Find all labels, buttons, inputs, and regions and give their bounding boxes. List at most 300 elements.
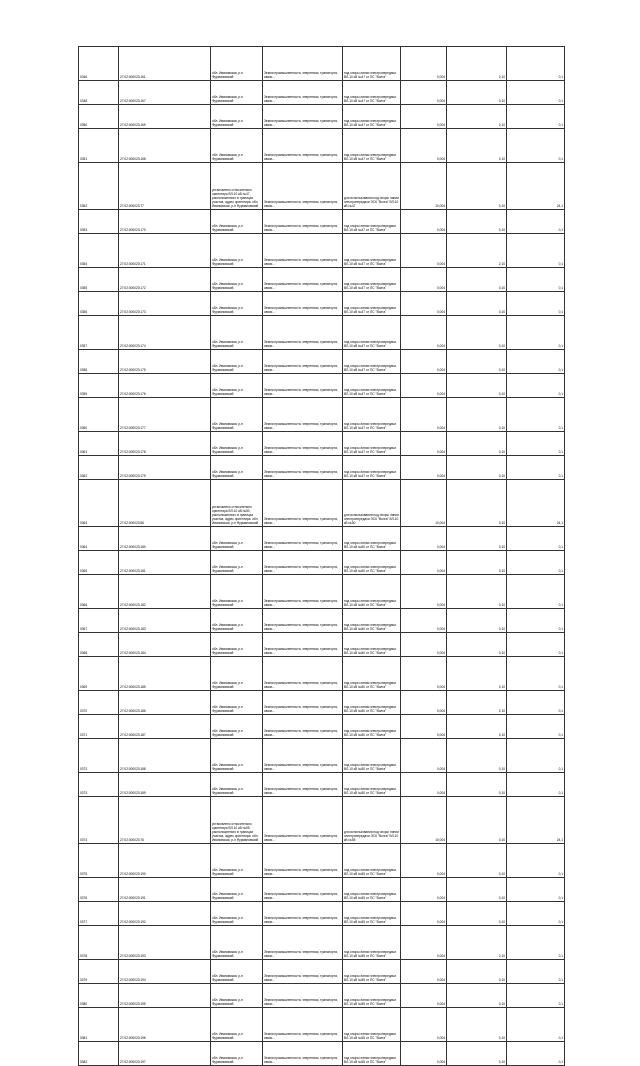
cell-value-c: 0,1: [507, 292, 565, 316]
cell-row-number: 0376: [79, 878, 119, 902]
cell-permitted-use: под опоры линии электропередачи ВЛ-10 кВ №55 от ПС "Волга": [343, 844, 401, 878]
cell-cadastral-number: 27:02:000023:167: [119, 81, 211, 105]
table-row: [79, 878, 565, 902]
cell-permitted-use: под опоры линии электропередачи ВЛ-10 кВ №50 от ПС "Волга": [343, 773, 401, 797]
table-row: [79, 292, 565, 316]
table-row: [79, 350, 565, 374]
cell-address: обл. Ивановская, р-н Фурмановский: [211, 374, 263, 398]
cell-permitted-use: под опоры линии электропередачи ВЛ-10 кВ №50 от ПС "Волга": [343, 551, 401, 575]
cell-value-c: 0,1: [507, 234, 565, 268]
cell-row-number: 0375: [79, 844, 119, 878]
cell-land-category: Земли промышленности, энергетики, транспорта, связи…: [263, 1042, 343, 1066]
cell-land-category: Земли промышленности, энергетики, транспорта, связи…: [263, 47, 343, 81]
cell-cadastral-number: 27:02:000023:186: [119, 691, 211, 715]
table-row: [79, 268, 565, 292]
cell-land-category: Земли промышленности, энергетики, транспорта, связи…: [263, 797, 343, 844]
table-row: [79, 575, 565, 609]
cell-value-b: 0,10: [447, 210, 507, 234]
cell-permitted-use: под опоры линии электропередачи ВЛ-10 кВ №55 от ПС "Волга": [343, 1008, 401, 1042]
cell-value-b: 2,10: [447, 47, 507, 81]
cell-value-c: 0,1: [507, 657, 565, 691]
cell-value-c: 24,1: [507, 797, 565, 844]
cell-address: обл. Ивановская, р-н Фурмановский: [211, 633, 263, 657]
cell-value-c: 0,1: [507, 527, 565, 551]
cell-land-category: Земли промышленности, энергетики, транспорта, связи…: [263, 773, 343, 797]
cell-cadastral-number: 27:02:000023:169: [119, 105, 211, 129]
cell-row-number: 0357: [79, 316, 119, 350]
cell-permitted-use: под опоры линии электропередачи ВЛ-10 кВ №55 от ПС "Волга": [343, 984, 401, 1008]
cell-row-number: 0381: [79, 1008, 119, 1042]
cell-row-number: 0360: [79, 398, 119, 432]
register-table: [78, 46, 565, 1066]
cell-value-c: 0,1: [507, 926, 565, 960]
table-row: [79, 797, 565, 844]
cell-row-number: 0362: [79, 456, 119, 480]
cell-land-category: Земли промышленности, энергетики, транспорта, связи…: [263, 398, 343, 432]
table-row: [79, 1008, 565, 1042]
cell-permitted-use: под опоры линии электропередачи ВЛ-10 кВ №47 от ПС "Волга": [343, 432, 401, 456]
cell-permitted-use: под опоры линии электропередачи ВЛ-10 кВ №47 от ПС "Волга": [343, 81, 401, 105]
cell-value-c: 0,1: [507, 902, 565, 926]
cell-address: обл. Ивановская, р-н Фурмановский: [211, 292, 263, 316]
cell-value-c: 0,1: [507, 844, 565, 878]
cell-land-category: Земли промышленности, энергетики, транспорта, связи…: [263, 210, 343, 234]
cell-area: 0,004: [401, 456, 447, 480]
cell-value-c: 0,1: [507, 878, 565, 902]
table-row: [79, 316, 565, 350]
cell-area: 0,004: [401, 926, 447, 960]
cell-value-c: 0,1: [507, 350, 565, 374]
cell-area: 10,004: [401, 163, 447, 210]
cell-value-c: 0,1: [507, 551, 565, 575]
cell-value-c: 0,1: [507, 715, 565, 739]
cell-area: 0,004: [401, 47, 447, 81]
cell-land-category: Земли промышленности, энергетики, транспорта, связи…: [263, 292, 343, 316]
cell-permitted-use: под опоры линии электропередачи ВЛ-10 кВ №47 от ПС "Волга": [343, 374, 401, 398]
cell-land-category: Земли промышленности, энергетики, транспорта, связи…: [263, 609, 343, 633]
cell-cadastral-number: 27:02:000023:188: [119, 739, 211, 773]
cell-address: обл. Ивановская, р-н Фурмановский: [211, 844, 263, 878]
cell-cadastral-number: 27:02:000023:171: [119, 234, 211, 268]
cell-row-number: 0350: [79, 105, 119, 129]
cell-value-b: 0,10: [447, 480, 507, 527]
cell-land-category: Земли промышленности, энергетики, транспорта, связи…: [263, 374, 343, 398]
cell-permitted-use: под опоры линии электропередачи ВЛ-10 кВ №50 от ПС "Волга": [343, 657, 401, 691]
cell-row-number: 0365: [79, 551, 119, 575]
cell-land-category: Земли промышленности, энергетики, транспорта, связи…: [263, 268, 343, 292]
table-row: [79, 81, 565, 105]
cell-cadastral-number: 27:02:000023:76: [119, 797, 211, 844]
cell-value-b: 0,10: [447, 316, 507, 350]
cell-address: обл. Ивановская, р-н Фурмановский: [211, 715, 263, 739]
cell-value-c: 0,1: [507, 984, 565, 1008]
cell-value-b: 0,10: [447, 984, 507, 1008]
cell-area: 0,004: [401, 350, 447, 374]
cell-permitted-use: под опоры линии электропередачи ВЛ-10 кВ №50 от ПС "Волга": [343, 527, 401, 551]
cell-cadastral-number: 27:02:000023:189: [119, 773, 211, 797]
cell-cadastral-number: 27:02:000023:173: [119, 292, 211, 316]
cell-land-category: Земли промышленности, энергетики, транспорта, связи…: [263, 739, 343, 773]
cell-value-c: 0,1: [507, 81, 565, 105]
cell-permitted-use: под опоры линии электропередачи ВЛ-10 кВ №47 от ПС "Волга": [343, 47, 401, 81]
cell-address: обл. Ивановская, р-н Фурмановский: [211, 432, 263, 456]
cell-address: обл. Ивановская, р-н Фурмановский: [211, 902, 263, 926]
table-row: [79, 527, 565, 551]
cell-land-category: Земли промышленности, энергетики, транспорта, связи…: [263, 129, 343, 163]
cell-value-b: 0,10: [447, 268, 507, 292]
cell-cadastral-number: 27:02:000023:168: [119, 129, 211, 163]
cell-row-number: 0355: [79, 268, 119, 292]
cell-cadastral-number: 27:02:000023:193: [119, 926, 211, 960]
cell-land-category: Земли промышленности, энергетики, транспорта, связи…: [263, 1008, 343, 1042]
cell-land-category: Земли промышленности, энергетики, транспорта, связи…: [263, 527, 343, 551]
cell-row-number: 0358: [79, 350, 119, 374]
table-row: [79, 609, 565, 633]
cell-value-c: 0,1: [507, 129, 565, 163]
cell-area: 0,004: [401, 1008, 447, 1042]
cell-address: обл. Ивановская, р-н Фурмановский: [211, 1008, 263, 1042]
cell-value-c: 0,1: [507, 1008, 565, 1042]
cell-row-number: 0359: [79, 374, 119, 398]
cell-land-category: Земли промышленности, энергетики, транспорта, связи…: [263, 81, 343, 105]
cell-row-number: 0348: [79, 81, 119, 105]
cell-permitted-use: для использования под опоры линии электропередачи ЭСК "Волга" ВЛ-10 кВ №50: [343, 480, 401, 527]
cell-address: обл. Ивановская, р-н Фурмановский: [211, 210, 263, 234]
cell-area: 0,004: [401, 1042, 447, 1066]
cell-cadastral-number: 27:02:000023:184: [119, 633, 211, 657]
table-row: [79, 657, 565, 691]
cell-permitted-use: под опоры линии электропередачи ВЛ-10 кВ №50 от ПС "Волга": [343, 739, 401, 773]
cell-address: обл. Ивановская, р-н Фурмановский: [211, 926, 263, 960]
cell-area: 10,004: [401, 797, 447, 844]
cell-value-c: 0,1: [507, 456, 565, 480]
cell-area: 0,004: [401, 316, 447, 350]
cell-value-c: 0,1: [507, 47, 565, 81]
cell-area: 0,004: [401, 844, 447, 878]
cell-value-b: 0,10: [447, 81, 507, 105]
table-row: [79, 398, 565, 432]
cell-permitted-use: под опоры линии электропередачи ВЛ-10 кВ №47 от ПС "Волга": [343, 268, 401, 292]
cell-permitted-use: под опоры линии электропередачи ВЛ-10 кВ №55 от ПС "Волга": [343, 1042, 401, 1066]
cell-cadastral-number: 27:02:000023:187: [119, 715, 211, 739]
cell-value-c: 0,1: [507, 691, 565, 715]
cell-value-b: 0,10: [447, 374, 507, 398]
cell-value-b: 0,10: [447, 739, 507, 773]
cell-address: обл. Ивановская, р-н Фурмановский: [211, 129, 263, 163]
cell-cadastral-number: 27:02:000023:181: [119, 551, 211, 575]
cell-value-c: 0,1: [507, 105, 565, 129]
cell-row-number: 0366: [79, 575, 119, 609]
cell-value-b: 0,10: [447, 715, 507, 739]
table-row: [79, 374, 565, 398]
cell-address: обл. Ивановская, р-н Фурмановский: [211, 234, 263, 268]
cell-value-b: 0,10: [447, 292, 507, 316]
cell-area: 0,004: [401, 210, 447, 234]
cell-address: обл. Ивановская, р-н Фурмановский: [211, 739, 263, 773]
cell-cadastral-number: 27:02:000023:172: [119, 268, 211, 292]
cell-value-b: 0,10: [447, 773, 507, 797]
cell-row-number: 0346: [79, 47, 119, 81]
cell-value-b: 0,10: [447, 960, 507, 984]
cell-value-b: 0,10: [447, 844, 507, 878]
cell-row-number: 0372: [79, 739, 119, 773]
cell-land-category: Земли промышленности, энергетики, транспорта, связи…: [263, 691, 343, 715]
cell-row-number: 0354: [79, 234, 119, 268]
cell-land-category: Земли промышленности, энергетики, транспорта, связи…: [263, 575, 343, 609]
cell-permitted-use: для использования под опоры линии электропередачи ЭСК "Волга" ВЛ-10 кВ №55: [343, 797, 401, 844]
cell-area: 0,004: [401, 609, 447, 633]
cell-permitted-use: под опоры линии электропередачи ВЛ-10 кВ №50 от ПС "Волга": [343, 715, 401, 739]
cell-row-number: 0378: [79, 926, 119, 960]
cell-row-number: 0361: [79, 432, 119, 456]
cell-cadastral-number: 27:02:000023:179: [119, 456, 211, 480]
cell-permitted-use: под опоры линии электропередачи ВЛ-10 кВ №50 от ПС "Волга": [343, 691, 401, 715]
cell-row-number: 0379: [79, 960, 119, 984]
cell-row-number: 0370: [79, 691, 119, 715]
cell-value-b: 0,10: [447, 432, 507, 456]
cell-value-b: 0,10: [447, 878, 507, 902]
cell-address: обл. Ивановская, р-н Фурмановский: [211, 398, 263, 432]
cell-area: 0,004: [401, 657, 447, 691]
cell-value-c: 24,1: [507, 163, 565, 210]
cell-land-category: Земли промышленности, энергетики, транспорта, связи…: [263, 657, 343, 691]
cell-value-c: 0,1: [507, 960, 565, 984]
cell-area: 0,004: [401, 739, 447, 773]
cell-address: обл. Ивановская, р-н Фурмановский: [211, 47, 263, 81]
cell-value-c: 0,1: [507, 210, 565, 234]
cell-permitted-use: под опоры линии электропередачи ВЛ-10 кВ №55 от ПС "Волга": [343, 960, 401, 984]
cell-value-b: 0,10: [447, 575, 507, 609]
cell-land-category: Земли промышленности, энергетики, транспорта, связи…: [263, 456, 343, 480]
cell-area: 0,004: [401, 878, 447, 902]
cell-address: обл. Ивановская, р-н Фурмановский: [211, 984, 263, 1008]
cell-address: обл. Ивановская, р-н Фурмановский: [211, 350, 263, 374]
cell-address: обл. Ивановская, р-н Фурмановский: [211, 609, 263, 633]
cell-cadastral-number: 27:02:000023:180: [119, 527, 211, 551]
table-row: [79, 432, 565, 456]
cell-permitted-use: под опоры линии электропередачи ВЛ-10 кВ №47 от ПС "Волга": [343, 316, 401, 350]
cell-land-category: Земли промышленности, энергетики, транспорта, связи…: [263, 926, 343, 960]
cell-row-number: 0353: [79, 210, 119, 234]
table-row: [79, 739, 565, 773]
table-row: [79, 926, 565, 960]
cell-area: 0,004: [401, 432, 447, 456]
cell-value-c: 0,1: [507, 374, 565, 398]
cell-land-category: Земли промышленности, энергетики, транспорта, связи…: [263, 902, 343, 926]
cell-area: 0,004: [401, 551, 447, 575]
cell-row-number: 0351: [79, 129, 119, 163]
cell-row-number: 0382: [79, 1042, 119, 1066]
cell-value-b: 2,10: [447, 105, 507, 129]
cell-area: 0,004: [401, 81, 447, 105]
cell-value-b: 0,10: [447, 163, 507, 210]
cell-land-category: Земли промышленности, энергетики, транспорта, связи…: [263, 163, 343, 210]
cell-area: 0,004: [401, 374, 447, 398]
cell-land-category: Земли промышленности, энергетики, транспорта, связи…: [263, 844, 343, 878]
cell-address: обл. Ивановская, р-н Фурмановский: [211, 960, 263, 984]
cell-value-c: 24,1: [507, 480, 565, 527]
cell-row-number: 0377: [79, 902, 119, 926]
cell-address: установлено относительно ориентира ВЛ-10 кВ №47, расположенного в границах участка, адрес ориентира: обл. Ивановская, р-н Фурмановский: [211, 163, 263, 210]
cell-area: 0,004: [401, 292, 447, 316]
cell-value-b: 0,10: [447, 398, 507, 432]
cell-address: обл. Ивановская, р-н Фурмановский: [211, 657, 263, 691]
cell-area: 0,004: [401, 691, 447, 715]
cell-row-number: 0352: [79, 163, 119, 210]
cell-address: обл. Ивановская, р-н Фурмановский: [211, 575, 263, 609]
cell-permitted-use: под опоры линии электропередачи ВЛ-10 кВ №47 от ПС "Волга": [343, 234, 401, 268]
cell-row-number: 0364: [79, 527, 119, 551]
cell-cadastral-number: 27:02:000023:175: [119, 350, 211, 374]
table-row: [79, 210, 565, 234]
cell-area: 0,004: [401, 105, 447, 129]
cell-land-category: Земли промышленности, энергетики, транспорта, связи…: [263, 551, 343, 575]
cell-address: установлено относительно ориентира ВЛ-10 кВ №50, расположенного в границах участка, адрес ориентира: обл. Ивановская, р-н Фурмановский: [211, 480, 263, 527]
cell-cadastral-number: 27:02:000023:177: [119, 398, 211, 432]
cell-row-number: 0374: [79, 797, 119, 844]
cell-cadastral-number: 27:02:000023:192: [119, 902, 211, 926]
cell-cadastral-number: 27:02:000023:170: [119, 210, 211, 234]
table-row: [79, 480, 565, 527]
cell-land-category: Земли промышленности, энергетики, транспорта, связи…: [263, 105, 343, 129]
cell-permitted-use: под опоры линии электропередачи ВЛ-10 кВ №55 от ПС "Волга": [343, 902, 401, 926]
cell-land-category: Земли промышленности, энергетики, транспорта, связи…: [263, 984, 343, 1008]
table-row: [79, 902, 565, 926]
cell-address: обл. Ивановская, р-н Фурмановский: [211, 551, 263, 575]
cell-value-b: 2,10: [447, 691, 507, 715]
cell-land-category: Земли промышленности, энергетики, транспорта, связи…: [263, 432, 343, 456]
cell-address: обл. Ивановская, р-н Фурмановский: [211, 316, 263, 350]
cell-value-b: 0,10: [447, 609, 507, 633]
cell-row-number: 0367: [79, 609, 119, 633]
cell-land-category: Земли промышленности, энергетики, транспорта, связи…: [263, 234, 343, 268]
table-row: [79, 715, 565, 739]
cell-land-category: Земли промышленности, энергетики, транспорта, связи…: [263, 633, 343, 657]
cell-value-b: 2,10: [447, 234, 507, 268]
cell-value-c: 0,1: [507, 268, 565, 292]
cell-area: 0,004: [401, 960, 447, 984]
cell-value-b: 0,10: [447, 129, 507, 163]
cell-value-b: 0,10: [447, 551, 507, 575]
cell-row-number: 0356: [79, 292, 119, 316]
cell-value-c: 0,1: [507, 1042, 565, 1066]
cell-permitted-use: под опоры линии электропередачи ВЛ-10 кВ №47 от ПС "Волга": [343, 398, 401, 432]
cell-cadastral-number: 27:02:000023:56: [119, 480, 211, 527]
cell-land-category: Земли промышленности, энергетики, транспорта, связи…: [263, 350, 343, 374]
cell-permitted-use: под опоры линии электропередачи ВЛ-10 кВ №47 от ПС "Волга": [343, 105, 401, 129]
cell-cadastral-number: 27:02:000023:191: [119, 878, 211, 902]
cell-value-b: 0,10: [447, 527, 507, 551]
cell-permitted-use: под опоры линии электропередачи ВЛ-10 кВ №55 от ПС "Волга": [343, 926, 401, 960]
cell-area: 0,004: [401, 984, 447, 1008]
cell-area: 0,004: [401, 773, 447, 797]
cell-cadastral-number: 27:02:000023:161: [119, 47, 211, 81]
cell-value-c: 0,1: [507, 398, 565, 432]
table-row: [79, 47, 565, 81]
cell-address: установлено относительно ориентира ВЛ-10 кВ №55, расположенного в границах участка, адрес ориентира: обл. Ивановская, р-н Фурмановский: [211, 797, 263, 844]
cell-permitted-use: под опоры линии электропередачи ВЛ-10 кВ №47 от ПС "Волга": [343, 210, 401, 234]
cell-area: 0,004: [401, 575, 447, 609]
table-row: [79, 844, 565, 878]
cell-address: обл. Ивановская, р-н Фурмановский: [211, 527, 263, 551]
cell-value-b: 2,10: [447, 926, 507, 960]
table-row: [79, 773, 565, 797]
table-row: [79, 633, 565, 657]
cell-cadastral-number: 27:02:000023:190: [119, 844, 211, 878]
cell-land-category: Земли промышленности, энергетики, транспорта, связи…: [263, 878, 343, 902]
cell-permitted-use: под опоры линии электропередачи ВЛ-10 кВ №50 от ПС "Волга": [343, 609, 401, 633]
cell-row-number: 0373: [79, 773, 119, 797]
table-row: [79, 129, 565, 163]
cell-land-category: Земли промышленности, энергетики, транспорта, связи…: [263, 480, 343, 527]
cell-permitted-use: под опоры линии электропередачи ВЛ-10 кВ №47 от ПС "Волга": [343, 129, 401, 163]
table-row: [79, 1042, 565, 1066]
cell-area: 0,004: [401, 129, 447, 163]
cell-value-b: 0,10: [447, 657, 507, 691]
table-row: [79, 105, 565, 129]
cell-cadastral-number: 27:02:000023:174: [119, 316, 211, 350]
cell-cadastral-number: 27:02:000023:195: [119, 984, 211, 1008]
cell-permitted-use: для использования под опоры линии электропередачи ЭСК "Волга" ВЛ-10 кВ №47: [343, 163, 401, 210]
cell-value-b: 0,10: [447, 797, 507, 844]
cell-address: обл. Ивановская, р-н Фурмановский: [211, 456, 263, 480]
cell-cadastral-number: 27:02:000023:194: [119, 960, 211, 984]
register-table-sheet: [78, 46, 564, 1066]
cell-area: 0,004: [401, 527, 447, 551]
cell-cadastral-number: 27:02:000023:176: [119, 374, 211, 398]
cell-address: обл. Ивановская, р-н Фурмановский: [211, 268, 263, 292]
table-row: [79, 456, 565, 480]
cell-value-c: 0,1: [507, 739, 565, 773]
cell-value-b: 0,10: [447, 456, 507, 480]
cell-value-c: 0,1: [507, 316, 565, 350]
table-row: [79, 960, 565, 984]
cell-value-b: 0,10: [447, 350, 507, 374]
cell-area: 0,004: [401, 268, 447, 292]
cell-area: 0,004: [401, 715, 447, 739]
table-row: [79, 691, 565, 715]
cell-permitted-use: под опоры линии электропередачи ВЛ-10 кВ №47 от ПС "Волга": [343, 292, 401, 316]
cell-area: 0,004: [401, 633, 447, 657]
cell-area: 0,004: [401, 902, 447, 926]
cell-permitted-use: под опоры линии электропередачи ВЛ-10 кВ №55 от ПС "Волга": [343, 878, 401, 902]
cell-area: 0,004: [401, 398, 447, 432]
table-row: [79, 551, 565, 575]
cell-row-number: 0371: [79, 715, 119, 739]
cell-value-c: 0,1: [507, 432, 565, 456]
cell-row-number: 0380: [79, 984, 119, 1008]
cell-permitted-use: под опоры линии электропередачи ВЛ-10 кВ №47 от ПС "Волга": [343, 350, 401, 374]
cell-permitted-use: под опоры линии электропередачи ВЛ-10 кВ №50 от ПС "Волга": [343, 575, 401, 609]
cell-address: обл. Ивановская, р-н Фурмановский: [211, 691, 263, 715]
cell-cadastral-number: 27:02:000023:196: [119, 1008, 211, 1042]
register-table-body: [79, 47, 565, 1066]
cell-land-category: Земли промышленности, энергетики, транспорта, связи…: [263, 715, 343, 739]
cell-address: обл. Ивановская, р-н Фурмановский: [211, 1042, 263, 1066]
cell-value-c: 0,1: [507, 773, 565, 797]
cell-value-c: 0,1: [507, 609, 565, 633]
cell-cadastral-number: 27:02:000023:182: [119, 575, 211, 609]
cell-cadastral-number: 27:02:000023:77: [119, 163, 211, 210]
cell-area: 10,004: [401, 480, 447, 527]
cell-value-b: 0,10: [447, 902, 507, 926]
cell-land-category: Земли промышленности, энергетики, транспорта, связи…: [263, 960, 343, 984]
cell-value-c: 0,1: [507, 575, 565, 609]
cell-row-number: 0369: [79, 657, 119, 691]
cell-value-b: 0,10: [447, 1042, 507, 1066]
table-row: [79, 234, 565, 268]
table-row: [79, 984, 565, 1008]
